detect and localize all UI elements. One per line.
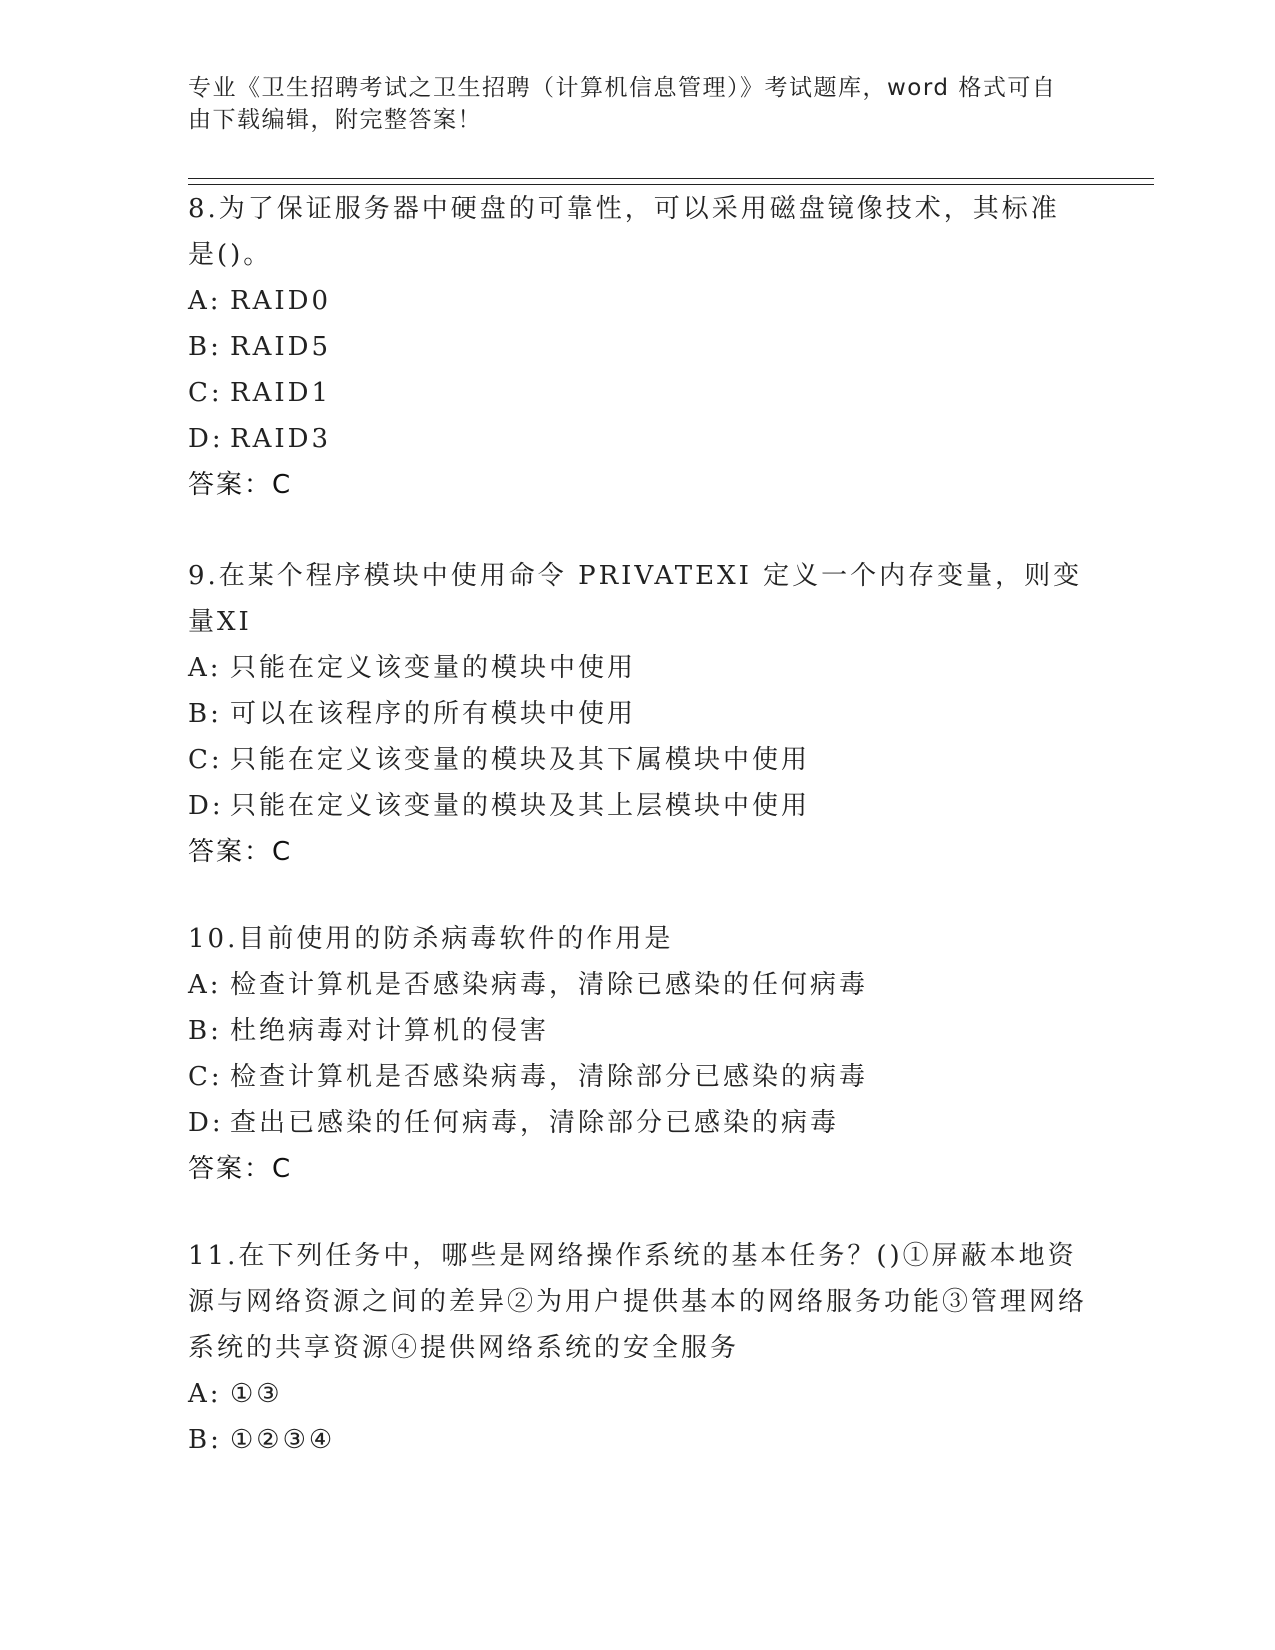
- option-letter: D:: [188, 424, 224, 454]
- option-text: RAID1: [230, 378, 332, 408]
- option-text: 只能在定义该变量的模块中使用: [230, 653, 637, 683]
- option-text: ①②③④: [230, 1425, 336, 1455]
- option-a: [188, 278, 1088, 324]
- option-text: 只能在定义该变量的模块及其下属模块中使用: [230, 745, 811, 775]
- document-header: [188, 72, 1068, 136]
- option-letter: A:: [188, 653, 222, 683]
- option-text: RAID0: [230, 286, 332, 316]
- option-b: [188, 324, 1088, 370]
- option-text: RAID3: [230, 424, 332, 454]
- option-a: [188, 645, 1088, 691]
- answer-line: 答案：C: [188, 470, 293, 500]
- option-text: 检查计算机是否感染病毒，清除已感染的任何病毒: [230, 970, 869, 1000]
- question-11: [188, 1233, 1088, 1463]
- option-text: RAID5: [230, 332, 332, 362]
- option-letter: A:: [188, 970, 222, 1000]
- option-d: [188, 416, 1088, 462]
- question-9: [188, 553, 1088, 875]
- option-letter: B:: [188, 1425, 222, 1455]
- option-text: 杜绝病毒对计算机的侵害: [230, 1016, 550, 1046]
- option-text: 查出已感染的任何病毒，清除部分已感染的病毒: [230, 1108, 840, 1138]
- option-letter: C:: [188, 1062, 223, 1092]
- option-text: 检查计算机是否感染病毒，清除部分已感染的病毒: [230, 1062, 869, 1092]
- option-letter: D:: [188, 1108, 224, 1138]
- header-divider-bottom: [188, 184, 1154, 185]
- question-stem: 9.在某个程序模块中使用命令 PRIVATEXI 定义一个内存变量，则变量XI: [188, 561, 1083, 637]
- option-text: ①③: [230, 1379, 283, 1409]
- question-8: [188, 186, 1088, 508]
- header-line-1: 专业《卫生招聘考试之卫生招聘（计算机信息管理）》考试题库，word 格式可自: [188, 75, 1057, 101]
- option-b: [188, 1417, 1088, 1463]
- option-c: [188, 737, 1088, 783]
- option-letter: A:: [188, 1379, 222, 1409]
- option-letter: C:: [188, 745, 223, 775]
- option-b: [188, 691, 1088, 737]
- option-d: [188, 783, 1088, 829]
- question-stem: 8.为了保证服务器中硬盘的可靠性，可以采用磁盘镜像技术，其标准是()。: [188, 194, 1060, 270]
- question-stem: 11.在下列任务中，哪些是网络操作系统的基本任务？()①屏蔽本地资源与网络资源之间的差异②为用户提供基本的网络服务功能③管理网络系统的共享资源④提供网络系统的安全服务: [188, 1241, 1088, 1363]
- option-text: 只能在定义该变量的模块及其上层模块中使用: [230, 791, 811, 821]
- option-text: 可以在该程序的所有模块中使用: [230, 699, 637, 729]
- option-letter: B:: [188, 332, 222, 362]
- answer-line: 答案：C: [188, 1154, 293, 1184]
- option-letter: B:: [188, 699, 222, 729]
- option-b: [188, 1008, 1088, 1054]
- option-c: [188, 370, 1088, 416]
- option-letter: B:: [188, 1016, 222, 1046]
- header-line-2: 由下载编辑，附完整答案！: [188, 107, 482, 133]
- option-letter: C:: [188, 378, 223, 408]
- option-a: [188, 962, 1088, 1008]
- option-letter: A:: [188, 286, 222, 316]
- answer-line: 答案：C: [188, 837, 293, 867]
- option-d: [188, 1100, 1088, 1146]
- question-stem: 10.目前使用的防杀病毒软件的作用是: [188, 924, 674, 954]
- option-a: [188, 1371, 1088, 1417]
- question-10: [188, 916, 1088, 1192]
- option-c: [188, 1054, 1088, 1100]
- header-divider-top: [188, 178, 1154, 179]
- option-letter: D:: [188, 791, 224, 821]
